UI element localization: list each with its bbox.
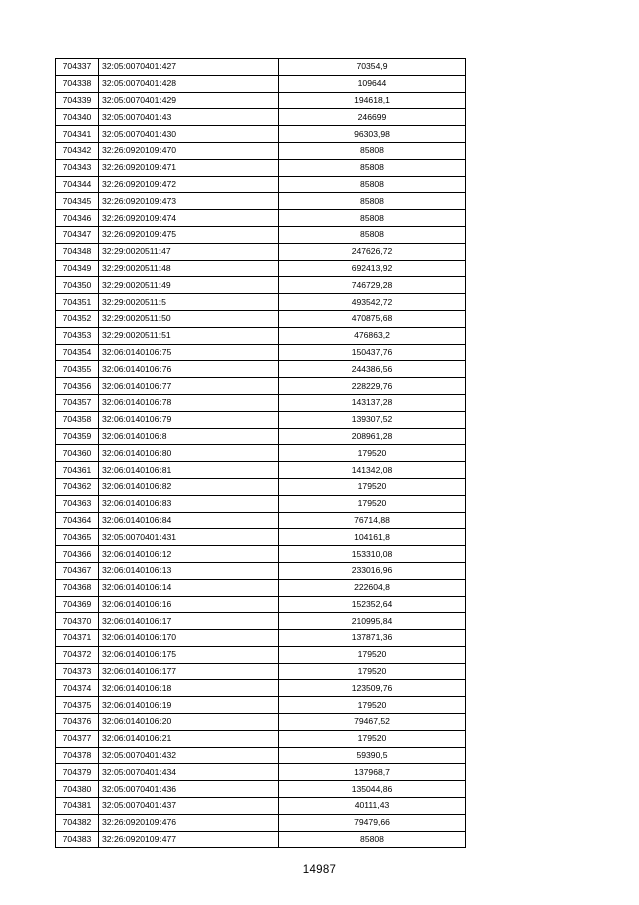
cadastral-number-cell: 32:26:0920109:470 [99, 142, 279, 159]
row-number-cell: 704366 [56, 546, 99, 563]
cadastral-number-cell: 32:26:0920109:472 [99, 176, 279, 193]
cadastral-number-cell: 32:06:0140106:177 [99, 663, 279, 680]
value-cell: 208961,28 [279, 428, 466, 445]
row-number-cell: 704350 [56, 277, 99, 294]
row-number-cell: 704353 [56, 327, 99, 344]
value-cell: 85808 [279, 176, 466, 193]
table-row [56, 781, 466, 798]
cadastral-number-cell: 32:06:0140106:76 [99, 361, 279, 378]
cadastral-number-cell: 32:06:0140106:81 [99, 462, 279, 479]
value-cell: 476863,2 [279, 327, 466, 344]
row-number-cell: 704356 [56, 378, 99, 395]
row-number-cell: 704339 [56, 92, 99, 109]
cadastral-number-cell: 32:06:0140106:18 [99, 680, 279, 697]
cadastral-number-cell: 32:29:0020511:48 [99, 260, 279, 277]
registry-table-body [56, 59, 466, 848]
row-number-cell: 704382 [56, 814, 99, 831]
table-row [56, 613, 466, 630]
cadastral-number-cell: 32:05:0070401:430 [99, 126, 279, 143]
value-cell: 233016,96 [279, 562, 466, 579]
table-row [56, 92, 466, 109]
cadastral-number-cell: 32:29:0020511:47 [99, 243, 279, 260]
row-number-cell: 704376 [56, 714, 99, 731]
row-number-cell: 704342 [56, 142, 99, 159]
value-cell: 137968,7 [279, 764, 466, 781]
table-row [56, 109, 466, 126]
registry-sheet [55, 58, 466, 848]
table-row [56, 294, 466, 311]
table-row [56, 680, 466, 697]
row-number-cell: 704348 [56, 243, 99, 260]
value-cell: 104161,8 [279, 529, 466, 546]
value-cell: 493542,72 [279, 294, 466, 311]
cadastral-number-cell: 32:06:0140106:84 [99, 512, 279, 529]
row-number-cell: 704380 [56, 781, 99, 798]
row-number-cell: 704383 [56, 831, 99, 848]
row-number-cell: 704340 [56, 109, 99, 126]
cadastral-number-cell: 32:06:0140106:77 [99, 378, 279, 395]
table-row [56, 445, 466, 462]
table-row [56, 243, 466, 260]
value-cell: 135044,86 [279, 781, 466, 798]
table-row [56, 512, 466, 529]
value-cell: 79479,66 [279, 814, 466, 831]
table-row [56, 126, 466, 143]
row-number-cell: 704352 [56, 310, 99, 327]
table-row [56, 378, 466, 395]
row-number-cell: 704359 [56, 428, 99, 445]
cadastral-number-cell: 32:29:0020511:5 [99, 294, 279, 311]
value-cell: 123509,76 [279, 680, 466, 697]
table-row [56, 344, 466, 361]
table-row [56, 646, 466, 663]
cadastral-number-cell: 32:05:0070401:431 [99, 529, 279, 546]
table-row [56, 697, 466, 714]
cadastral-number-cell: 32:06:0140106:21 [99, 730, 279, 747]
cadastral-number-cell: 32:26:0920109:477 [99, 831, 279, 848]
value-cell: 152352,64 [279, 596, 466, 613]
row-number-cell: 704337 [56, 59, 99, 76]
value-cell: 179520 [279, 478, 466, 495]
row-number-cell: 704377 [56, 730, 99, 747]
row-number-cell: 704373 [56, 663, 99, 680]
cadastral-number-cell: 32:06:0140106:75 [99, 344, 279, 361]
table-row [56, 462, 466, 479]
value-cell: 79467,52 [279, 714, 466, 731]
value-cell: 59390,5 [279, 747, 466, 764]
cadastral-number-cell: 32:05:0070401:432 [99, 747, 279, 764]
table-row [56, 663, 466, 680]
row-number-cell: 704379 [56, 764, 99, 781]
page-number: 14987 [302, 864, 337, 876]
table-row [56, 226, 466, 243]
cadastral-number-cell: 32:06:0140106:14 [99, 579, 279, 596]
table-row [56, 596, 466, 613]
table-row [56, 210, 466, 227]
table-row [56, 579, 466, 596]
table-row [56, 159, 466, 176]
cadastral-number-cell: 32:26:0920109:476 [99, 814, 279, 831]
row-number-cell: 704368 [56, 579, 99, 596]
table-row [56, 562, 466, 579]
value-cell: 85808 [279, 193, 466, 210]
value-cell: 210995,84 [279, 613, 466, 630]
table-row [56, 630, 466, 647]
table-row [56, 714, 466, 731]
value-cell: 179520 [279, 697, 466, 714]
value-cell: 746729,28 [279, 277, 466, 294]
cadastral-number-cell: 32:06:0140106:12 [99, 546, 279, 563]
table-row [56, 277, 466, 294]
table-row [56, 260, 466, 277]
cadastral-number-cell: 32:05:0070401:428 [99, 75, 279, 92]
cadastral-number-cell: 32:06:0140106:175 [99, 646, 279, 663]
value-cell: 137871,36 [279, 630, 466, 647]
value-cell: 85808 [279, 226, 466, 243]
row-number-cell: 704375 [56, 697, 99, 714]
cadastral-number-cell: 32:06:0140106:80 [99, 445, 279, 462]
row-number-cell: 704357 [56, 394, 99, 411]
table-row [56, 59, 466, 76]
table-row [56, 193, 466, 210]
row-number-cell: 704367 [56, 562, 99, 579]
table-row [56, 831, 466, 848]
table-row [56, 478, 466, 495]
row-number-cell: 704381 [56, 798, 99, 815]
table-row [56, 361, 466, 378]
cadastral-number-cell: 32:06:0140106:79 [99, 411, 279, 428]
row-number-cell: 704354 [56, 344, 99, 361]
value-cell: 222604,8 [279, 579, 466, 596]
value-cell: 692413,92 [279, 260, 466, 277]
table-row [56, 747, 466, 764]
value-cell: 85808 [279, 210, 466, 227]
cadastral-number-cell: 32:06:0140106:17 [99, 613, 279, 630]
cadastral-number-cell: 32:29:0020511:50 [99, 310, 279, 327]
table-row [56, 546, 466, 563]
row-number-cell: 704341 [56, 126, 99, 143]
value-cell: 96303,98 [279, 126, 466, 143]
table-row [56, 798, 466, 815]
row-number-cell: 704363 [56, 495, 99, 512]
value-cell: 179520 [279, 445, 466, 462]
cadastral-number-cell: 32:05:0070401:429 [99, 92, 279, 109]
value-cell: 228229,76 [279, 378, 466, 395]
row-number-cell: 704343 [56, 159, 99, 176]
table-row [56, 730, 466, 747]
value-cell: 143137,28 [279, 394, 466, 411]
cadastral-number-cell: 32:06:0140106:13 [99, 562, 279, 579]
value-cell: 153310,08 [279, 546, 466, 563]
value-cell: 150437,76 [279, 344, 466, 361]
cadastral-number-cell: 32:29:0020511:49 [99, 277, 279, 294]
row-number-cell: 704364 [56, 512, 99, 529]
cadastral-number-cell: 32:05:0070401:427 [99, 59, 279, 76]
row-number-cell: 704344 [56, 176, 99, 193]
value-cell: 109644 [279, 75, 466, 92]
table-row [56, 428, 466, 445]
row-number-cell: 704338 [56, 75, 99, 92]
table-row [56, 310, 466, 327]
value-cell: 141342,08 [279, 462, 466, 479]
cadastral-number-cell: 32:06:0140106:170 [99, 630, 279, 647]
row-number-cell: 704374 [56, 680, 99, 697]
row-number-cell: 704365 [56, 529, 99, 546]
value-cell: 179520 [279, 646, 466, 663]
row-number-cell: 704358 [56, 411, 99, 428]
value-cell: 76714,88 [279, 512, 466, 529]
value-cell: 179520 [279, 495, 466, 512]
table-row [56, 176, 466, 193]
table-row [56, 411, 466, 428]
row-number-cell: 704362 [56, 478, 99, 495]
cadastral-number-cell: 32:06:0140106:16 [99, 596, 279, 613]
value-cell: 85808 [279, 159, 466, 176]
value-cell: 85808 [279, 831, 466, 848]
row-number-cell: 704369 [56, 596, 99, 613]
value-cell: 244386,56 [279, 361, 466, 378]
cadastral-number-cell: 32:06:0140106:78 [99, 394, 279, 411]
value-cell: 247626,72 [279, 243, 466, 260]
table-row [56, 394, 466, 411]
table-row [56, 764, 466, 781]
cadastral-number-cell: 32:06:0140106:19 [99, 697, 279, 714]
row-number-cell: 704347 [56, 226, 99, 243]
table-row [56, 327, 466, 344]
row-number-cell: 704346 [56, 210, 99, 227]
cadastral-number-cell: 32:26:0920109:473 [99, 193, 279, 210]
row-number-cell: 704370 [56, 613, 99, 630]
table-row [56, 142, 466, 159]
value-cell: 246699 [279, 109, 466, 126]
row-number-cell: 704349 [56, 260, 99, 277]
cadastral-number-cell: 32:05:0070401:43 [99, 109, 279, 126]
row-number-cell: 704372 [56, 646, 99, 663]
table-row [56, 75, 466, 92]
table-row [56, 814, 466, 831]
cadastral-number-cell: 32:05:0070401:434 [99, 764, 279, 781]
row-number-cell: 704371 [56, 630, 99, 647]
row-number-cell: 704361 [56, 462, 99, 479]
value-cell: 179520 [279, 663, 466, 680]
value-cell: 70354,9 [279, 59, 466, 76]
cadastral-number-cell: 32:26:0920109:474 [99, 210, 279, 227]
value-cell: 85808 [279, 142, 466, 159]
cadastral-number-cell: 32:06:0140106:20 [99, 714, 279, 731]
cadastral-number-cell: 32:06:0140106:83 [99, 495, 279, 512]
row-number-cell: 704351 [56, 294, 99, 311]
table-row [56, 529, 466, 546]
cadastral-number-cell: 32:06:0140106:82 [99, 478, 279, 495]
value-cell: 40111,43 [279, 798, 466, 815]
cadastral-number-cell: 32:29:0020511:51 [99, 327, 279, 344]
cadastral-number-cell: 32:06:0140106:8 [99, 428, 279, 445]
cadastral-number-cell: 32:26:0920109:471 [99, 159, 279, 176]
row-number-cell: 704378 [56, 747, 99, 764]
cadastral-number-cell: 32:26:0920109:475 [99, 226, 279, 243]
value-cell: 179520 [279, 730, 466, 747]
value-cell: 139307,52 [279, 411, 466, 428]
registry-table [55, 58, 466, 848]
row-number-cell: 704360 [56, 445, 99, 462]
row-number-cell: 704345 [56, 193, 99, 210]
cadastral-number-cell: 32:05:0070401:436 [99, 781, 279, 798]
table-row [56, 495, 466, 512]
value-cell: 470875,68 [279, 310, 466, 327]
row-number-cell: 704355 [56, 361, 99, 378]
cadastral-number-cell: 32:05:0070401:437 [99, 798, 279, 815]
value-cell: 194618,1 [279, 92, 466, 109]
